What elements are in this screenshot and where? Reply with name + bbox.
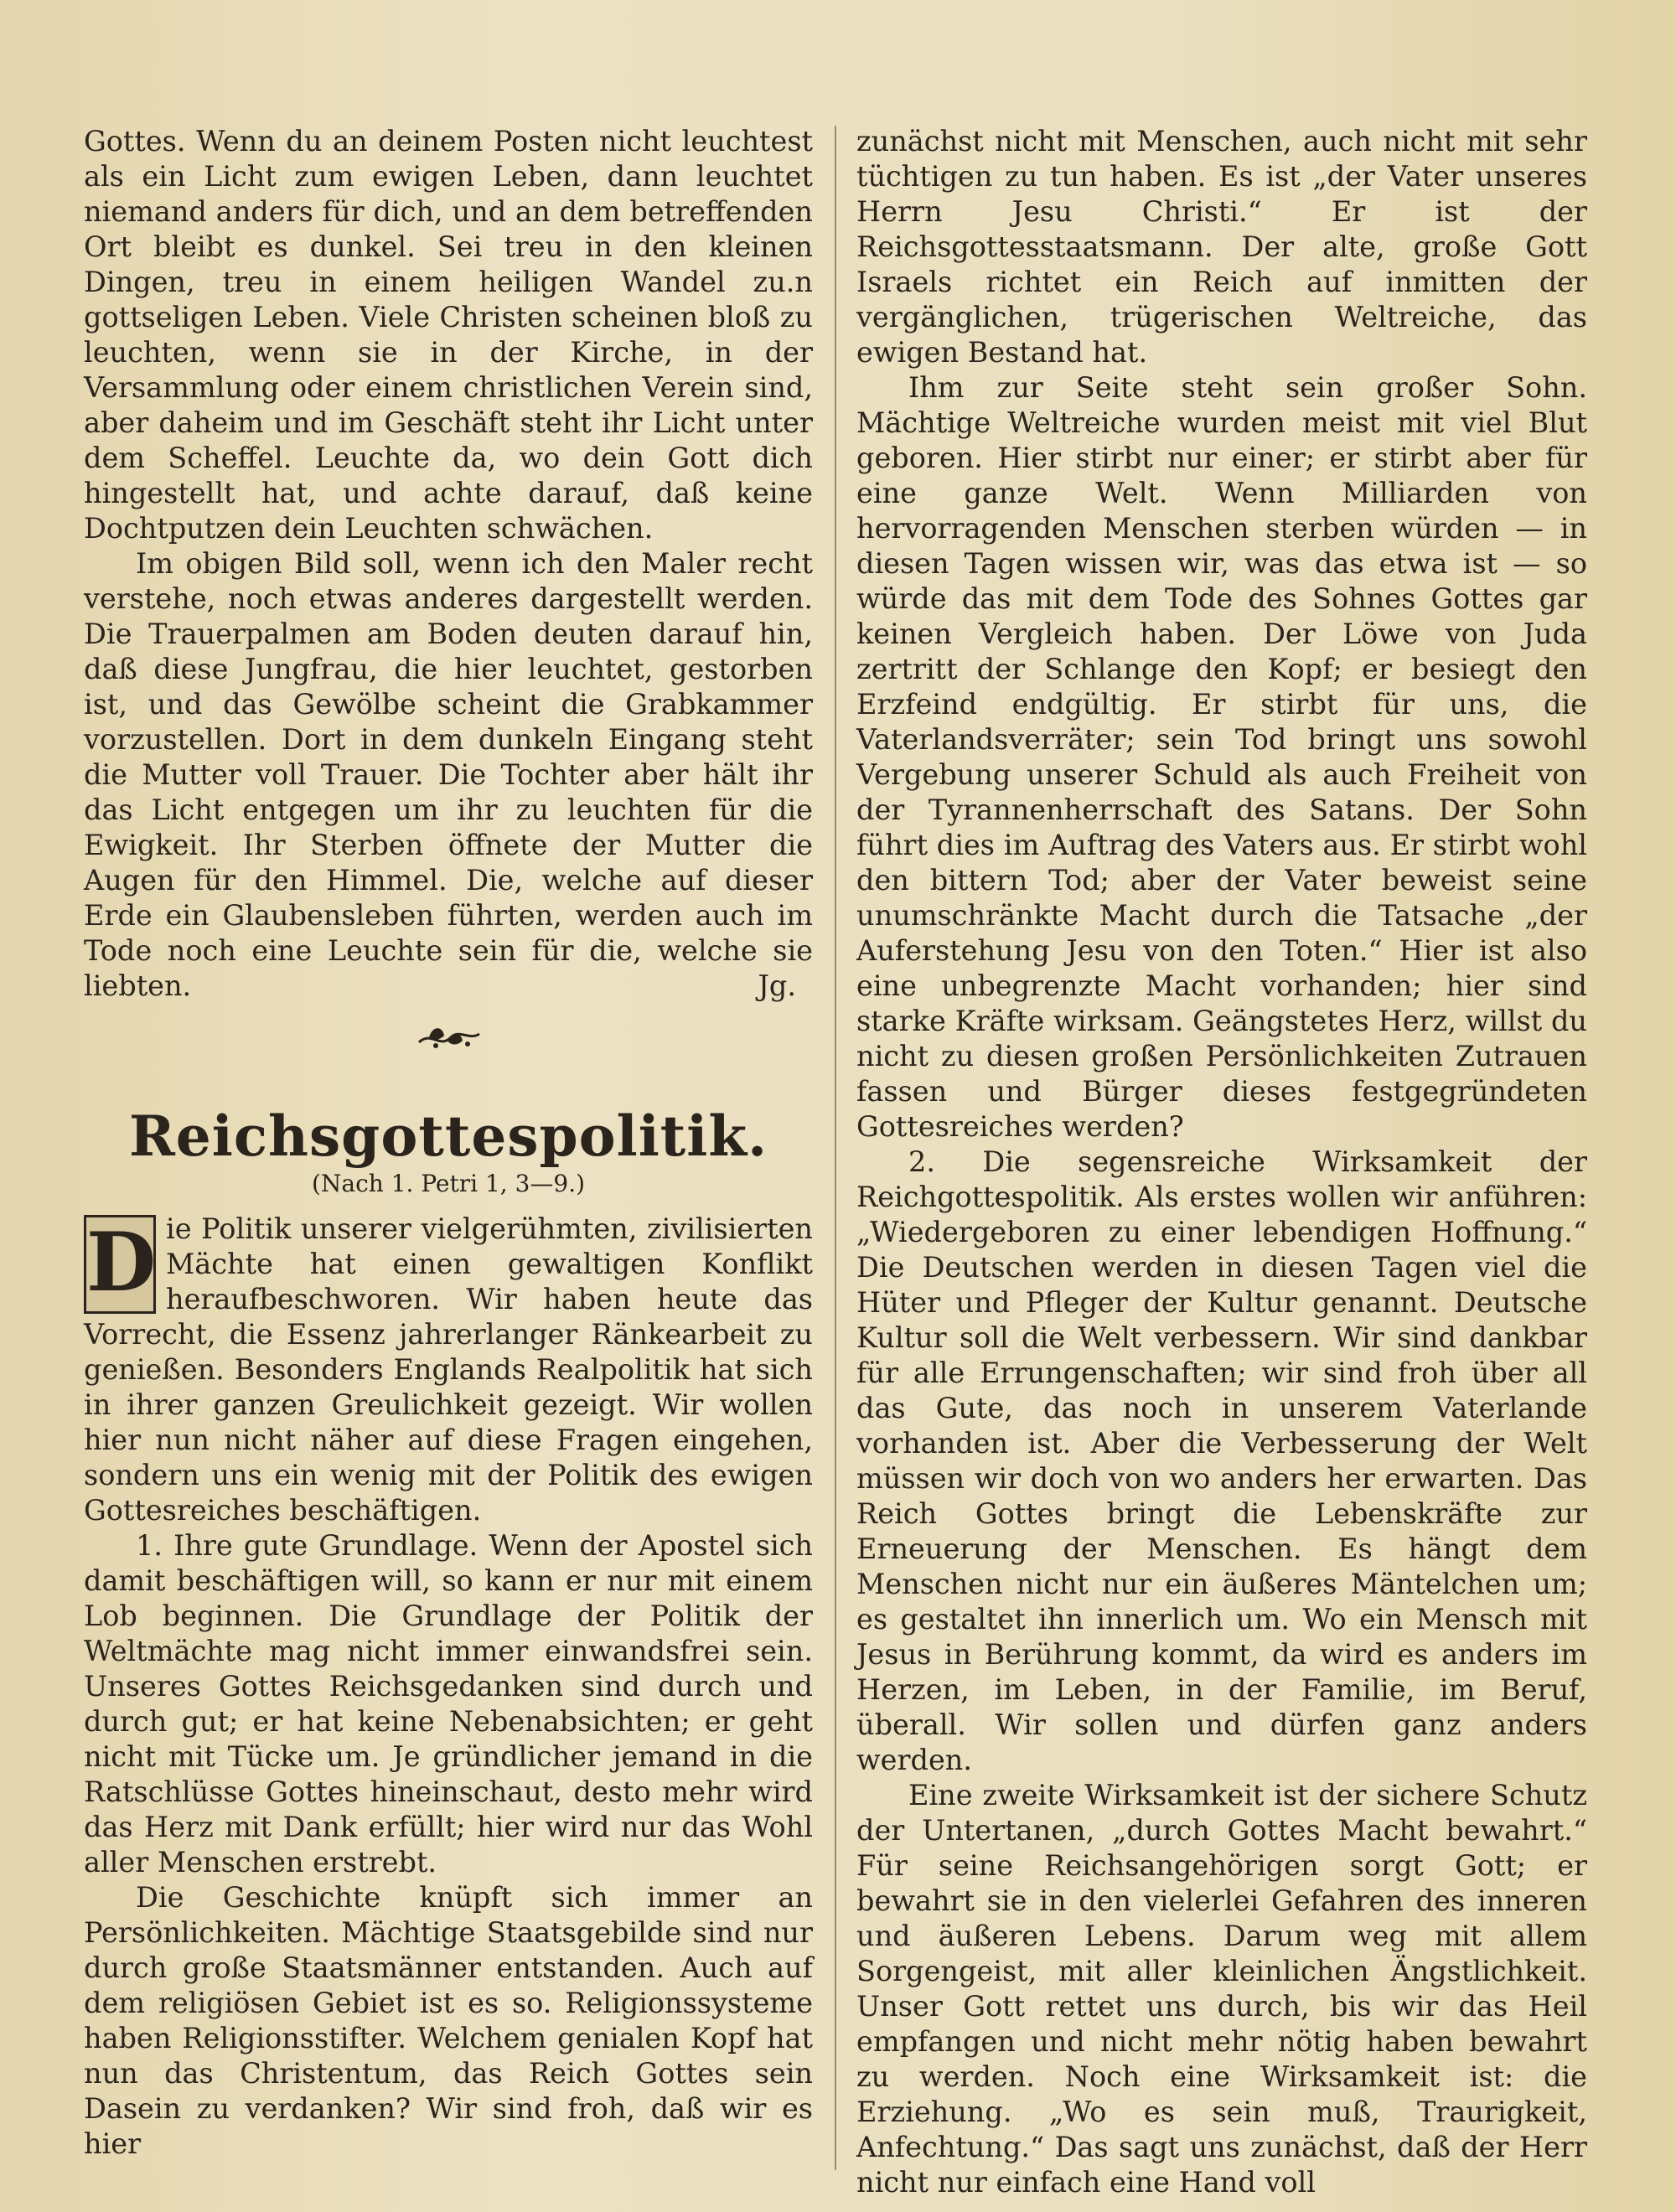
right-paragraph-1: zunächst nicht mit Menschen, auch nicht mit sehr tüchtigen zu tun haben. Es ist „der Vater unseres Herrn Jesu Christi.“ Er ist der Reichsgottesstaatsmann. Der alte, große Gott Israels richtet ein Reich auf inmitten der vergänglichen, trügerischen Weltreiche, das ewigen Bestand hat. (856, 125, 1587, 369)
right-paragraph-4: Eine zweite Wirksamkeit ist der sichere Schutz der Untertanen, „durch Gottes Macht bewahrt.“ Für seine Reichsangehörigen sorgt Gott; er bewahrt sie in den vielerlei Gefahren des inneren und äußeren Lebens. Darum weg mit allem Sorgengeist, mit aller kleinlichen Ängstlichkeit. Unser Gott rettet uns durch, bis wir das Heil empfangen und nicht mehr nötig haben bewahrt zu werden. Noch eine Wirksamkeit ist: die Erziehung. „Wo es sein muß, Traurigkeit, Anfechtung.“ Das sagt uns zunächst, daß der Herr nicht nur einfach eine Hand voll (856, 1779, 1587, 2199)
left-column (84, 124, 813, 2162)
right-column (856, 124, 1587, 2200)
right-paragraph-3: 2. Die segensreiche Wirksamkeit der Reichgottespolitik. Als erstes wollen wir anführen: „Wiedergeboren zu einer lebendigen Hoffnung.“ Die Deutschen werden in diesen Tagen viel die Hüter und Pfleger der Kultur genannt. Deutsche Kultur soll die Welt verbessern. Wir sind dankbar für alle Errungenschaften; wir sind froh über all das Gute, das noch in unserem Vaterlande vorhanden ist. Aber die Verbesserung der Welt müssen wir doch von wo anders her erwarten. Das Reich Gottes bringt die Lebenskräfte zur Erneuerung der Menschen. Es hängt dem Menschen nicht nur ein äußeres Mäntelchen um; es gestaltet ihn innerlich um. Wo ein Mensch mit Jesus in Berührung kommt, da wird es anders im Herzen, im Leben, in der Familie, im Beruf, überall. Wir sollen und dürfen ganz anders werden. (856, 1145, 1587, 1776)
column-divider (835, 126, 836, 2170)
right-paragraph-2: Ihm zur Seite steht sein großer Sohn. Mächtige Weltreiche wurden meist mit viel Blut geboren. Hier stirbt nur einer; er stirbt aber für eine ganze Welt. Wenn Milliarden von hervorragenden Menschen sterben würden — in diesen Tagen wissen wir, was das etwa ist — so würde das mit dem Tode des Sohnes Gottes gar keinen Vergleich haben. Der Löwe von Juda zertritt der Schlange den Kopf; er besiegt den Erzfeind endgültig. Er stirbt für uns, die Vaterlandsverräter; sein Tod bringt uns sowohl Vergebung unserer Schuld als auch Freiheit von der Tyrannenherrschaft des Satans. Der Sohn führt dies im Auftrag des Vaters aus. Er stirbt wohl den bittern Tod; aber der Vater beweist seine unumschränkte Macht durch die Tatsache „der Auferstehung Jesu von den Toten.“ Hier ist also eine unbegrenzte Macht vorhanden; hier sind starke Kräfte wirksam. Geängstetes Herz, willst du nicht zu diesen großen Persönlichkeiten Zutrauen fassen und Bürger dieses festgegründeten Gottesreiches werden? (856, 371, 1587, 1143)
article-title: Reichsgottespolitik. (128, 1103, 768, 1169)
article-paragraph-3: Die Geschichte knüpft sich immer an Persönlichkeiten. Mächtige Staatsgebilde sind nur durch große Staatsmänner entstanden. Auch auf dem religiösen Gebiet ist es so. Religionssysteme haben Religionsstifter. Welchem genialen Kopf hat nun das Christentum, das Reich Gottes sein Dasein zu verdanken? Wir sind froh, daß wir es hier (84, 1881, 813, 2160)
dropcap-letter: D (84, 1215, 156, 1314)
left-paragraph-2: Im obigen Bild soll, wenn ich den Maler recht verstehe, noch etwas anderes dargestellt werden. Die Trauerpalmen am Boden deuten darauf hin, daß diese Jungfrau, die hier leuchtet, gestorben ist, und das Gewölbe scheint die Grabkammer vorzustellen. Dort in dem dunkeln Eingang steht die Mutter voll Trauer. Die Tochter aber hält ihr das Licht entgegen um ihr zu leuchten für die Ewigkeit. Ihr Sterben öffnete der Mutter die Augen für den Himmel. Die, welche auf dieser Erde ein Glaubensleben führten, werden auch im Tode noch eine Leuchte sein für die, welche sie liebten. (84, 547, 813, 1002)
article-paragraph-2: 1. Ihre gute Grundlage. Wenn der Apostel sich damit beschäftigen will, so kann er nur mit einem Lob beginnen. Die Grundlage der Politik der Weltmächte mag nicht immer einwandsfrei sein. Unseres Gottes Reichsgedanken sind durch und durch gut; er hat keine Nebenabsichten; er geht nicht mit Tücke um. Je gründlicher jemand in die Ratschlüsse Gottes hineinschaut, desto mehr wird das Herz mit Dank erfüllt; hier wird nur das Wohl aller Menschen erstrebt. (84, 1529, 813, 1879)
article-subtitle: (Nach 1. Petri 1, 3—9.) (311, 1170, 586, 1197)
article-intro-paragraph (84, 1212, 813, 1528)
author-signature: Jg. (758, 969, 796, 1002)
leaf-ornament-icon (84, 1016, 813, 1074)
article-intro-text: ie Politik unserer vielgerühmten, zivilisierten Mächte hat einen gewaltigen Konflikt heraufbeschworen. Wir haben heute das Vorrecht, die Essenz jahrerlanger Ränkearbeit zu genießen. Besonders Englands Realpolitik hat sich in ihrer ganzen Greulichkeit gezeigt. Wir wollen hier nun nicht näher auf diese Fragen eingehen, sondern uns ein wenig mit der Politik des ewigen Gottesreiches beschäftigen. (84, 1212, 813, 1527)
left-paragraph-1: Gottes. Wenn du an deinem Posten nicht leuchtest als ein Licht zum ewigen Leben, dann leuchtet niemand anders für dich, und an dem betreffenden Ort bleibt es dunkel. Sei treu in den kleinen Dingen, treu in einem heiligen Wandel zu.n gottseligen Leben. Viele Christen scheinen bloß zu leuchten, wenn sie in der Kirche, in der Versammlung oder einem christlichen Verein sind, aber daheim und im Geschäft steht ihr Licht unter dem Scheffel. Leuchte da, wo dein Gott dich hingestellt hat, und achte darauf, daß keine Dochtputzen dein Leuchten schwächen. (84, 125, 813, 545)
